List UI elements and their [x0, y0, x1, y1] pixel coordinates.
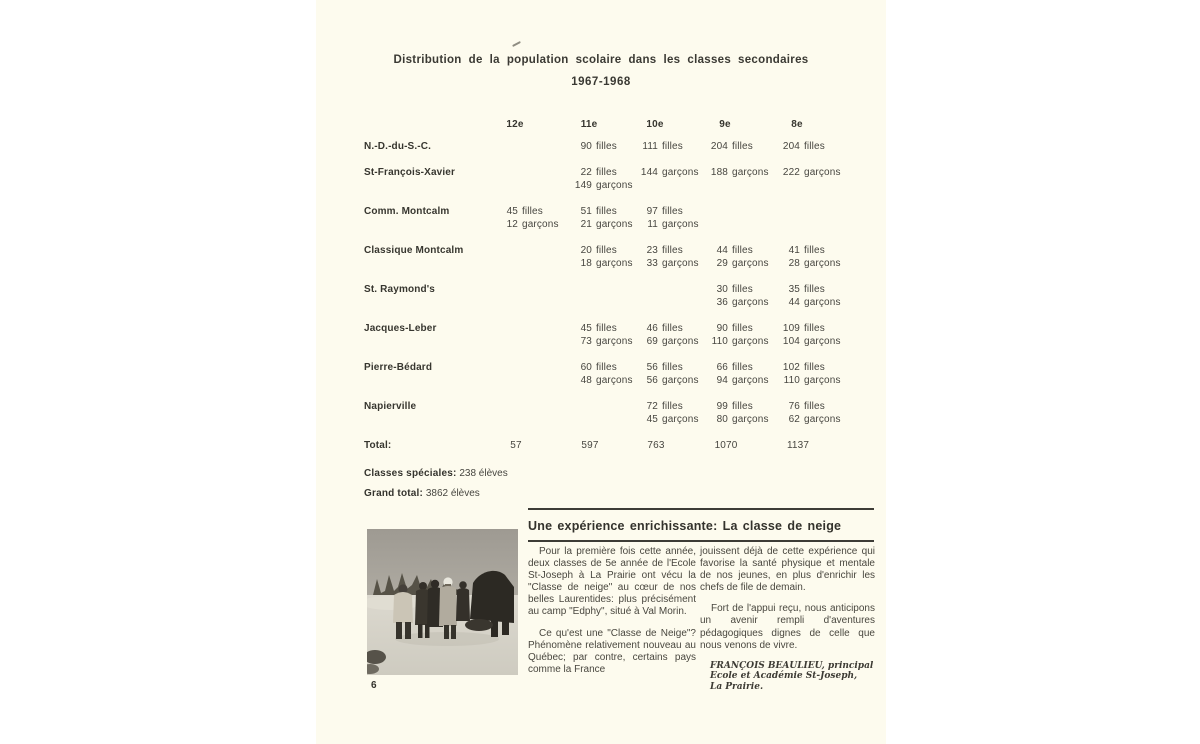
- enrollment-count: 90: [716, 323, 728, 334]
- enrollment-unit: filles: [804, 401, 825, 412]
- enrollment-unit: filles: [804, 245, 825, 256]
- enrollment-line: [632, 166, 702, 179]
- enrollment-line: [566, 244, 632, 257]
- enrollment-count: 94: [716, 375, 728, 386]
- enrollment-line: [774, 361, 840, 374]
- enrollment-line: [632, 205, 702, 218]
- enrollment-unit: filles: [596, 362, 617, 373]
- enrollment-unit: filles: [732, 284, 753, 295]
- enrollment-line: [774, 140, 840, 153]
- enrollment-count: 33: [646, 258, 658, 269]
- enrollment-cell: [774, 166, 840, 179]
- enrollment-cell: [774, 322, 840, 348]
- enrollment-line: [702, 140, 774, 153]
- footnote-value: 238 élèves: [459, 468, 508, 479]
- enrollment-unit: garçons: [804, 297, 841, 308]
- enrollment-table: [364, 118, 850, 465]
- enrollment-line: [774, 283, 840, 296]
- enrollment-line: [774, 335, 840, 348]
- enrollment-count: 204: [710, 141, 728, 152]
- school-name: Napierville: [364, 401, 417, 412]
- school-name: St. Raymond's: [364, 284, 436, 295]
- article-rule-top: [528, 508, 874, 510]
- column-header-cell: [632, 118, 702, 131]
- table-body: [364, 140, 850, 426]
- enrollment-count: 110: [711, 336, 728, 347]
- enrollment-unit: garçons: [732, 167, 769, 178]
- enrollment-unit: filles: [596, 206, 617, 217]
- enrollment-line: [702, 361, 774, 374]
- enrollment-count: 56: [646, 375, 658, 386]
- column-header: 11e: [580, 119, 598, 130]
- enrollment-unit: filles: [662, 323, 683, 334]
- enrollment-count: 21: [580, 219, 592, 230]
- enrollment-cell: [566, 140, 632, 153]
- enrollment-line: [702, 322, 774, 335]
- footnote: [364, 487, 508, 500]
- enrollment-unit: garçons: [662, 336, 699, 347]
- column-header: 12e: [506, 119, 524, 130]
- enrollment-unit: filles: [804, 284, 825, 295]
- enrollment-unit: filles: [662, 245, 683, 256]
- article-paragraph: Ce qu'est une "Classe de Neige"? Phénomène relativement nouveau au Québec; par contre, certains pays comme la France: [528, 627, 696, 675]
- enrollment-count: 72: [646, 401, 658, 412]
- enrollment-count: 29: [716, 258, 728, 269]
- enrollment-count: 35: [788, 284, 800, 295]
- enrollment-cell: [632, 205, 702, 231]
- total-value: 597: [581, 440, 599, 451]
- enrollment-line: [632, 413, 702, 426]
- school-name: Jacques-Leber: [364, 323, 437, 334]
- enrollment-unit: filles: [662, 206, 683, 217]
- enrollment-count: 144: [640, 167, 658, 178]
- footnote-label: Grand total:: [364, 488, 424, 499]
- enrollment-count: 48: [580, 375, 592, 386]
- enrollment-count: 12: [506, 219, 518, 230]
- enrollment-cell: [774, 400, 840, 426]
- enrollment-unit: garçons: [804, 375, 841, 386]
- article-signature: [700, 661, 875, 693]
- enrollment-cell: [566, 322, 632, 348]
- enrollment-count: 23: [646, 245, 658, 256]
- enrollment-cell: [566, 205, 632, 231]
- enrollment-count: 188: [710, 167, 728, 178]
- enrollment-unit: filles: [662, 141, 683, 152]
- enrollment-line: [774, 257, 840, 270]
- enrollment-unit: filles: [662, 401, 683, 412]
- enrollment-count: 204: [782, 141, 800, 152]
- enrollment-cell: [566, 166, 632, 192]
- column-header-cell: [566, 118, 632, 131]
- total-cell: [492, 439, 566, 452]
- enrollment-cell: [702, 166, 774, 179]
- school-name: Pierre-Bédard: [364, 362, 433, 373]
- enrollment-cell: [774, 244, 840, 270]
- enrollment-cell: [492, 205, 566, 231]
- table-header-row: [364, 118, 850, 131]
- total-value: 1070: [714, 440, 738, 451]
- page-number: 6: [371, 680, 377, 691]
- signature-line: Ecole et Académie St-Joseph,: [710, 671, 858, 682]
- enrollment-count: 41: [788, 245, 800, 256]
- total-value: 57: [510, 440, 522, 451]
- enrollment-cell: [632, 166, 702, 179]
- table-total-row: [364, 439, 850, 452]
- column-header: 8e: [791, 119, 803, 130]
- enrollment-line: [492, 205, 566, 218]
- table-row: [364, 166, 850, 192]
- enrollment-line: [702, 413, 774, 426]
- enrollment-line: [566, 166, 632, 179]
- school-name: St-François-Xavier: [364, 167, 456, 178]
- enrollment-unit: filles: [732, 141, 753, 152]
- footnote: [364, 467, 508, 480]
- enrollment-count: 22: [580, 167, 592, 178]
- enrollment-count: 51: [580, 206, 592, 217]
- table-title: Distribution de la population scolaire dans les classes secondaires: [393, 54, 809, 66]
- enrollment-line: [702, 335, 774, 348]
- table-row: [364, 244, 850, 270]
- enrollment-unit: filles: [662, 362, 683, 373]
- enrollment-cell: [702, 400, 774, 426]
- enrollment-count: 102: [782, 362, 800, 373]
- article-column-2: [700, 546, 875, 693]
- signature-line: La Prairie.: [710, 681, 764, 692]
- enrollment-count: 69: [646, 336, 658, 347]
- footnote-value: 3862 élèves: [425, 488, 480, 499]
- classe-de-neige-photo: [367, 529, 518, 675]
- enrollment-count: 66: [716, 362, 728, 373]
- scan-speck: [512, 41, 521, 47]
- enrollment-line: [566, 374, 632, 387]
- column-header: 10e: [646, 119, 664, 130]
- total-cell: [774, 439, 840, 452]
- magazine-page: [316, 0, 886, 744]
- total-value: 763: [647, 440, 665, 451]
- enrollment-count: 44: [788, 297, 800, 308]
- enrollment-unit: garçons: [732, 297, 769, 308]
- enrollment-cell: [566, 244, 632, 270]
- enrollment-unit: garçons: [596, 258, 633, 269]
- column-header: 9e: [719, 119, 731, 130]
- enrollment-unit: garçons: [662, 219, 699, 230]
- enrollment-cell: [774, 283, 840, 309]
- enrollment-unit: filles: [732, 401, 753, 412]
- enrollment-cell: [774, 361, 840, 387]
- signature-line: FRANÇOIS BEAULIEU, principal: [710, 660, 874, 671]
- article-paragraph: jouissent déjà de cette expérience qui favorise la santé physique et mentale de nos jeunes, en plus d'enrichir les chefs de file de demain.: [700, 546, 875, 594]
- enrollment-unit: garçons: [804, 258, 841, 269]
- article-rule-bottom: [528, 540, 874, 542]
- enrollment-line: [774, 400, 840, 413]
- enrollment-line: [702, 296, 774, 309]
- enrollment-count: 90: [580, 141, 592, 152]
- enrollment-line: [702, 400, 774, 413]
- enrollment-unit: garçons: [596, 336, 633, 347]
- enrollment-line: [492, 218, 566, 231]
- enrollment-line: [566, 335, 632, 348]
- enrollment-unit: filles: [732, 362, 753, 373]
- total-cell: [632, 439, 702, 452]
- enrollment-count: 62: [788, 414, 800, 425]
- enrollment-cell: [702, 140, 774, 153]
- enrollment-line: [632, 335, 702, 348]
- enrollment-cell: [774, 140, 840, 153]
- enrollment-unit: filles: [522, 206, 543, 217]
- enrollment-unit: filles: [732, 323, 753, 334]
- photo-illustration: [367, 529, 518, 675]
- enrollment-line: [774, 166, 840, 179]
- enrollment-unit: filles: [804, 141, 825, 152]
- enrollment-cell: [632, 400, 702, 426]
- enrollment-count: 36: [716, 297, 728, 308]
- enrollment-line: [774, 413, 840, 426]
- enrollment-count: 149: [574, 180, 592, 191]
- enrollment-unit: garçons: [732, 336, 769, 347]
- enrollment-cell: [702, 361, 774, 387]
- enrollment-unit: filles: [804, 323, 825, 334]
- enrollment-cell: [632, 322, 702, 348]
- enrollment-line: [566, 361, 632, 374]
- column-header-cell: [492, 118, 566, 131]
- enrollment-count: 76: [788, 401, 800, 412]
- enrollment-count: 97: [646, 206, 658, 217]
- enrollment-unit: garçons: [804, 414, 841, 425]
- enrollment-line: [774, 374, 840, 387]
- enrollment-unit: garçons: [732, 414, 769, 425]
- enrollment-line: [566, 205, 632, 218]
- enrollment-cell: [702, 322, 774, 348]
- enrollment-count: 28: [788, 258, 800, 269]
- table-footnotes: [364, 467, 508, 507]
- enrollment-line: [632, 400, 702, 413]
- enrollment-count: 110: [783, 375, 800, 386]
- enrollment-line: [632, 361, 702, 374]
- enrollment-line: [632, 140, 702, 153]
- enrollment-unit: garçons: [662, 258, 699, 269]
- enrollment-line: [774, 244, 840, 257]
- total-cell: [702, 439, 774, 452]
- enrollment-count: 109: [782, 323, 800, 334]
- enrollment-count: 46: [646, 323, 658, 334]
- enrollment-unit: garçons: [804, 167, 841, 178]
- enrollment-line: [774, 296, 840, 309]
- enrollment-line: [632, 244, 702, 257]
- enrollment-cell: [632, 244, 702, 270]
- enrollment-unit: garçons: [596, 375, 633, 386]
- school-name: N.-D.-du-S.-C.: [364, 141, 432, 152]
- enrollment-unit: garçons: [596, 180, 633, 191]
- enrollment-unit: filles: [596, 323, 617, 334]
- article-heading: Une expérience enrichissante: La classe de neige: [528, 519, 842, 533]
- enrollment-count: 56: [646, 362, 658, 373]
- enrollment-unit: filles: [804, 362, 825, 373]
- enrollment-unit: filles: [596, 245, 617, 256]
- enrollment-count: 111: [642, 141, 658, 152]
- enrollment-unit: garçons: [662, 375, 699, 386]
- enrollment-count: 44: [716, 245, 728, 256]
- total-value: 1137: [786, 440, 810, 451]
- enrollment-count: 73: [580, 336, 592, 347]
- enrollment-line: [702, 244, 774, 257]
- table-row: [364, 283, 850, 309]
- enrollment-count: 45: [580, 323, 592, 334]
- enrollment-line: [702, 257, 774, 270]
- enrollment-count: 20: [580, 245, 592, 256]
- enrollment-unit: garçons: [596, 219, 633, 230]
- enrollment-line: [632, 257, 702, 270]
- enrollment-line: [702, 374, 774, 387]
- enrollment-count: 60: [580, 362, 592, 373]
- enrollment-count: 30: [716, 284, 728, 295]
- enrollment-unit: filles: [596, 167, 617, 178]
- enrollment-count: 45: [646, 414, 658, 425]
- enrollment-unit: garçons: [732, 258, 769, 269]
- enrollment-count: 222: [782, 167, 800, 178]
- school-name: Classique Montcalm: [364, 245, 464, 256]
- enrollment-unit: garçons: [522, 219, 559, 230]
- enrollment-line: [566, 218, 632, 231]
- footnote-label: Classes spéciales:: [364, 468, 457, 479]
- enrollment-count: 11: [647, 219, 658, 230]
- table-subtitle: 1967-1968: [571, 76, 631, 88]
- enrollment-cell: [632, 140, 702, 153]
- column-header-cell: [774, 118, 840, 131]
- enrollment-line: [632, 374, 702, 387]
- enrollment-line: [774, 322, 840, 335]
- table-row: [364, 361, 850, 387]
- article-paragraph: Pour la première fois cette année, deux classes de 5e année de l'Ecole St-Joseph à La Prairie ont vécu la "Classe de neige" au cœur de nos belles Laurentides: plus précisément au camp "Edphy", situé à Val Morin.: [528, 546, 696, 618]
- enrollment-unit: filles: [732, 245, 753, 256]
- enrollment-line: [566, 179, 632, 192]
- enrollment-line: [702, 166, 774, 179]
- enrollment-cell: [566, 361, 632, 387]
- article-paragraph: Fort de l'appui reçu, nous anticipons un avenir rempli d'aventures pédagogiques dignes de celle que nous venons de vivre.: [700, 603, 875, 651]
- table-row: [364, 322, 850, 348]
- total-cell: [566, 439, 632, 452]
- enrollment-count: 104: [782, 336, 800, 347]
- enrollment-cell: [702, 283, 774, 309]
- enrollment-count: 99: [716, 401, 728, 412]
- enrollment-cell: [702, 244, 774, 270]
- enrollment-cell: [632, 361, 702, 387]
- enrollment-unit: garçons: [662, 414, 699, 425]
- enrollment-unit: garçons: [804, 336, 841, 347]
- enrollment-unit: garçons: [732, 375, 769, 386]
- enrollment-line: [566, 322, 632, 335]
- school-name: Comm. Montcalm: [364, 206, 450, 217]
- enrollment-unit: filles: [596, 141, 617, 152]
- total-label: Total:: [364, 440, 392, 451]
- enrollment-count: 80: [716, 414, 728, 425]
- enrollment-count: 18: [580, 258, 592, 269]
- enrollment-line: [566, 140, 632, 153]
- enrollment-line: [632, 218, 702, 231]
- enrollment-line: [566, 257, 632, 270]
- enrollment-line: [632, 322, 702, 335]
- enrollment-unit: garçons: [662, 167, 699, 178]
- enrollment-line: [702, 283, 774, 296]
- table-row: [364, 400, 850, 426]
- column-header-cell: [702, 118, 774, 131]
- enrollment-count: 45: [506, 206, 518, 217]
- table-row: [364, 140, 850, 153]
- table-row: [364, 205, 850, 231]
- article-column-1: [528, 546, 696, 685]
